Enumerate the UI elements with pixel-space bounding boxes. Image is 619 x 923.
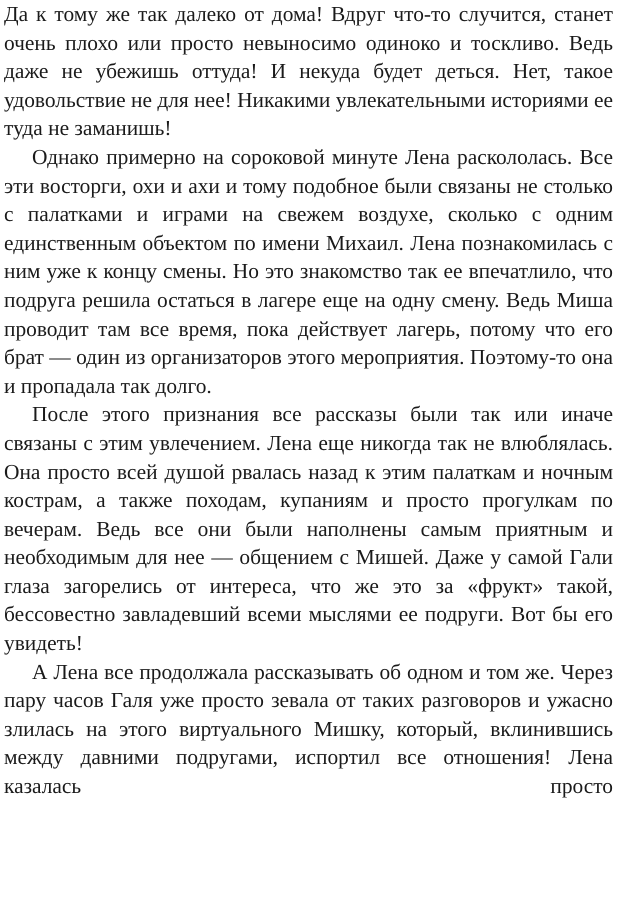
- paragraph-4: А Лена все продолжала рассказывать об одном и том же. Через пару часов Галя уже просто зевала от таких разговоров и ужасно злилась на этого виртуального Мишку, который, вклинившись между давними подругами, испортил все отношения! Лена казалась просто: [4, 659, 613, 799]
- paragraph-2: Однако примерно на сороковой минуте Лена раскололась. Все эти восторги, охи и ахи и тому подобное были связаны не столько с палатками и играми на свежем воздухе, сколько с одним единственным объектом по имени Михаил. Лена познакомилась с ним уже к концу смены. Но это знакомство так ее впечатлило, что подруга решила остаться в лагере еще на одну смену. Ведь Миша проводит там все время, пока действует лагерь, потому что его брат — один из организаторов этого мероприятия. Поэтому-то она и пропадала так долго.: [4, 144, 613, 398]
- paragraph-1: Да к тому же так далеко от дома! Вдруг что-то случится, станет очень плохо или просто невыносимо одиноко и тоскливо. Ведь даже не убежишь оттуда! И некуда будет деться. Нет, такое удовольствие не для нее! Никакими увлекательными историями ее туда не заманишь!: [4, 2, 613, 141]
- paragraph-3: После этого признания все рассказы были так или иначе связаны с этим увлечением. Лена еще никогда так не влюблялась. Она просто всей душой рвалась назад к этим палаткам и ночным кострам, а также походам, купаниям и просто прогулкам по вечерам. Ведь все они были наполнены самым приятным и необходимым для нее — общением с Мишей. Даже у самой Гали глаза загорелись от интереса, что же это за «фрукт» такой, бессовестно завладевший всеми мыслями ее подруги. Вот бы его увидеть!: [4, 402, 613, 656]
